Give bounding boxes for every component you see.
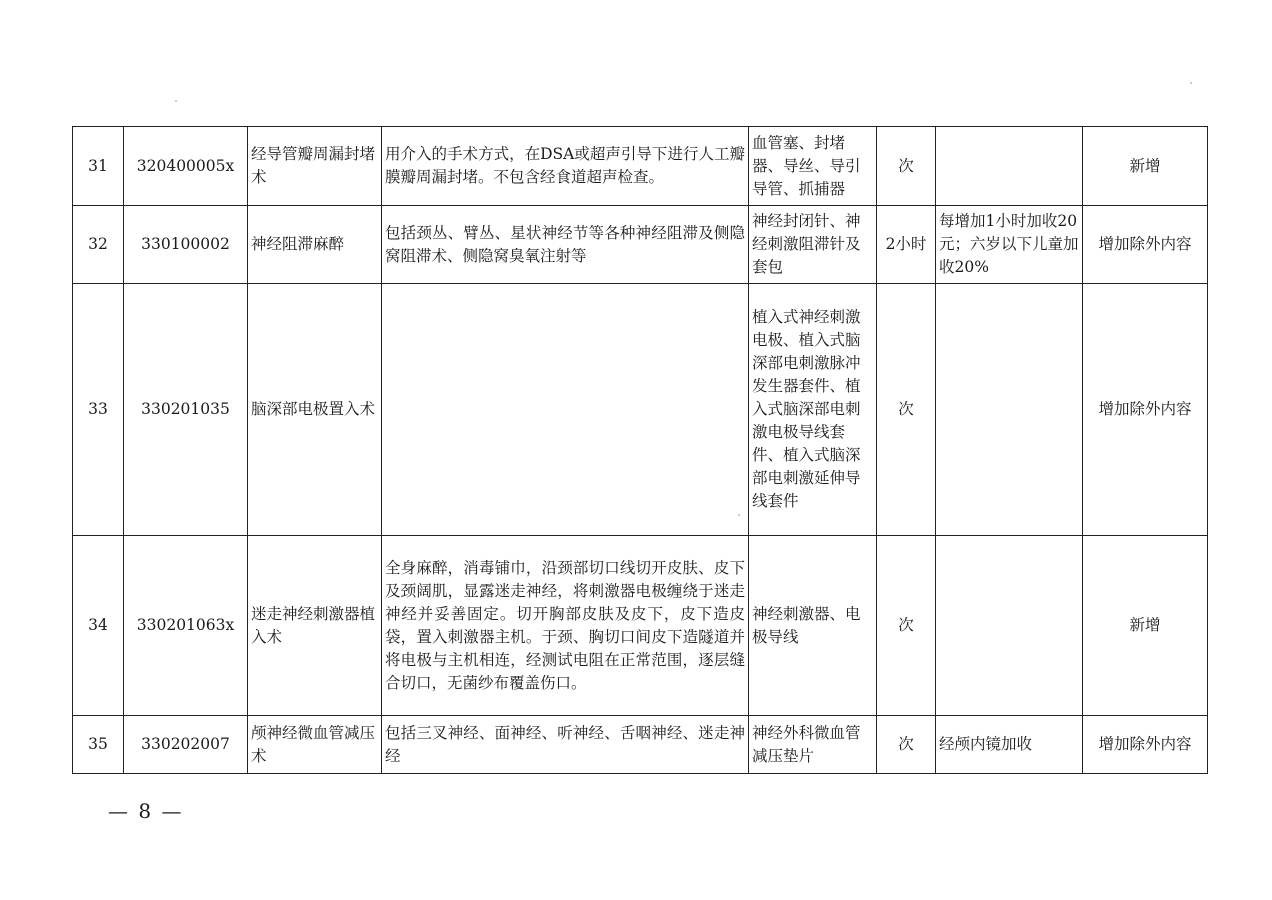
item-code: 330202007 (124, 716, 248, 774)
excluded-materials: 植入式神经刺激电极、植入式脑深部电刺激脉冲发生器套件、植入式脑深部电刺激电极导线套件、植入式脑深部电刺激延伸导线套件 (749, 284, 877, 536)
table-row (73, 716, 1208, 774)
pricing-items-table (72, 126, 1208, 774)
table-row (73, 206, 1208, 284)
scan-speck (175, 100, 177, 102)
item-content: 包括颈丛、臂丛、星状神经节等各种神经阻滞及侧隐窝阻滞术、侧隐窝臭氧注射等 (382, 206, 749, 284)
scan-speck (738, 514, 740, 516)
excluded-materials: 神经刺激器、电极导线 (749, 536, 877, 716)
table-row (73, 284, 1208, 536)
item-name: 神经阻滞麻醉 (248, 206, 382, 284)
row-number: 35 (73, 716, 124, 774)
item-name: 颅神经微血管减压术 (248, 716, 382, 774)
scan-speck (1190, 82, 1192, 84)
item-note (936, 536, 1083, 716)
item-content: 用介入的手术方式，在DSA或超声引导下进行人工瓣膜瓣周漏封堵。不包含经食道超声检查。 (382, 127, 749, 206)
item-name: 经导管瓣周漏封堵术 (248, 127, 382, 206)
item-code: 320400005x (124, 127, 248, 206)
excluded-materials: 血管塞、封堵器、导丝、导引导管、抓捕器 (749, 127, 877, 206)
item-name: 脑深部电极置入术 (248, 284, 382, 536)
item-note (936, 127, 1083, 206)
page-number: — 8 — (108, 799, 184, 823)
item-content: 包括三叉神经、面神经、听神经、舌咽神经、迷走神经 (382, 716, 749, 774)
table-row (73, 127, 1208, 206)
item-remark: 新增 (1083, 536, 1208, 716)
excluded-materials: 神经外科微血管减压垫片 (749, 716, 877, 774)
row-number: 32 (73, 206, 124, 284)
item-code: 330100002 (124, 206, 248, 284)
item-code: 330201063x (124, 536, 248, 716)
item-remark: 增加除外内容 (1083, 284, 1208, 536)
item-remark: 增加除外内容 (1083, 716, 1208, 774)
excluded-materials: 神经封闭针、神经刺激阻滞针及套包 (749, 206, 877, 284)
item-remark: 新增 (1083, 127, 1208, 206)
item-note: 每增加1小时加收20元；六岁以下儿童加收20% (936, 206, 1083, 284)
pricing-unit: 次 (877, 127, 936, 206)
item-content (382, 284, 749, 536)
row-number: 31 (73, 127, 124, 206)
item-name: 迷走神经刺激器植入术 (248, 536, 382, 716)
pricing-unit: 2小时 (877, 206, 936, 284)
pricing-unit: 次 (877, 716, 936, 774)
pricing-unit: 次 (877, 536, 936, 716)
row-number: 34 (73, 536, 124, 716)
item-note: 经颅内镜加收 (936, 716, 1083, 774)
item-remark: 增加除外内容 (1083, 206, 1208, 284)
row-number: 33 (73, 284, 124, 536)
item-code: 330201035 (124, 284, 248, 536)
item-note (936, 284, 1083, 536)
table-row (73, 536, 1208, 716)
item-content: 全身麻醉，消毒铺巾，沿颈部切口线切开皮肤、皮下及颈阔肌，显露迷走神经，将刺激器电极缠绕于迷走神经并妥善固定。切开胸部皮肤及皮下，皮下造皮袋，置入刺激器主机。于颈、胸切口间皮下造隧道并将电极与主机相连，经测试电阻在正常范围，逐层缝合切口，无菌纱布覆盖伤口。 (382, 536, 749, 716)
pricing-unit: 次 (877, 284, 936, 536)
